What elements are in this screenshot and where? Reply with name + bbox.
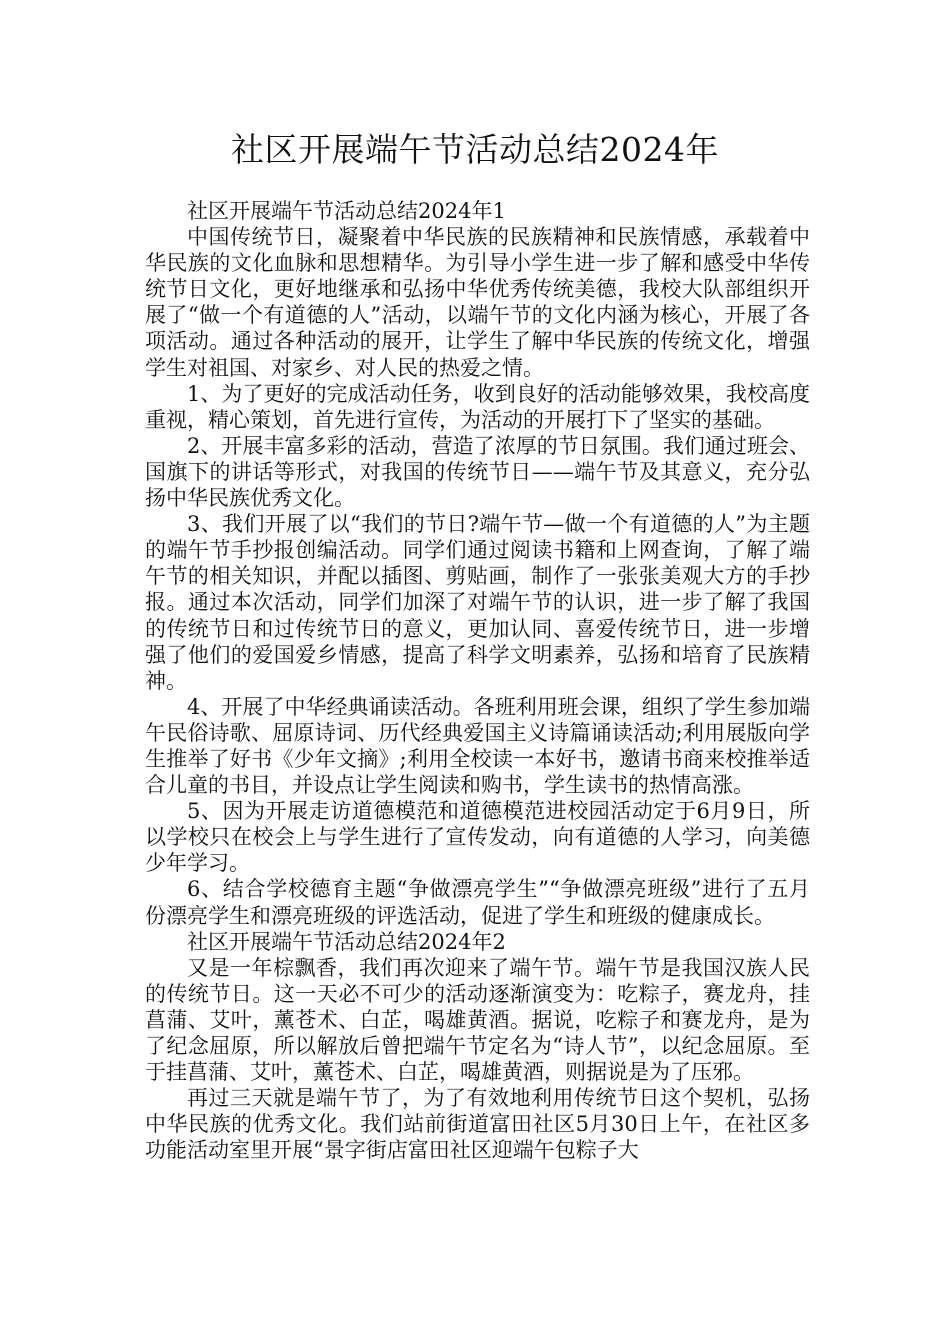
paragraph-item-4: 4、开展了中华经典诵读活动。各班利用班会课，组织了学生参加端午民俗诗歌、屈原诗词、历代经典爱国主义诗篇诵读活动;利用展版向学生推举了好书《少年文摘》;利用全校读一本好书，邀请书商来校推举适合儿童的书目，并设点让学生阅读和购书，学生读书的热情高涨。 (145, 694, 810, 798)
paragraph-festival: 又是一年棕飘香，我们再次迎来了端午节。端午节是我国汉族人民的传统节日。这一天必不可少的活动逐渐演变为：吃粽子，赛龙舟，挂菖蒲、艾叶，薰苍术、白芷，喝雄黄酒。据说，吃粽子和赛龙舟，是为了纪念屈原，所以解放后曾把端午节定名为“诗人节”，以纪念屈原。至于挂菖蒲、艾叶，薰苍术、白芷，喝雄黄酒，则据说是为了压邪。 (145, 955, 810, 1085)
paragraph-item-5: 5、因为开展走访道德模范和道德模范进校园活动定于6月9日，所以学校只在校会上与学生进行了宣传发动，向有道德的人学习，向美德少年学习。 (145, 799, 810, 876)
paragraph-item-2: 2、开展丰富多彩的活动，营造了浓厚的节日氛围。我们通过班会、国旗下的讲话等形式，对我国的传统节日——端午节及其意义，充分弘扬中华民族优秀文化。 (145, 433, 810, 511)
section-heading-1: 社区开展端午节活动总结2024年1 (187, 199, 506, 223)
section-heading-2: 社区开展端午节活动总结2024年2 (187, 929, 506, 954)
paragraph-item-3: 3、我们开展了以“我们的节日?端午节—做一个有道德的人”为主题的端午节手抄报创编活动。同学们通过阅读书籍和上网查询，了解了端午节的相关知识，并配以插图、剪贴画，制作了一张张美观大方的手抄报。通过本次活动，同学们加深了对端午节的认识，进一步了解了我国的传统节日和过传统节日的意义，更加认同、喜爱传统节日，进一步增强了他们的爱国爱乡情感，提高了科学文明素养，弘扬和培育了民族精神。 (145, 512, 810, 693)
document-title: 社区开展端午节活动总结2024年 (231, 130, 719, 169)
paragraph-community: 再过三天就是端午节了，为了有效地利用传统节日这个契机，弘扬中华民族的优秀文化。我们站前街道富田社区5月30日上午，在社区多功能活动室里开展“景字街店富田社区迎端午包粽子大 (145, 1086, 810, 1163)
paragraph-item-6: 6、结合学校德育主题“争做漂亮学生”“争做漂亮班级”进行了五月份漂亮学生和漂亮班级的评选活动，促进了学生和班级的健康成长。 (145, 877, 810, 928)
paragraph-item-1: 1、为了更好的完成活动任务，收到良好的活动能够效果，我校高度重视，精心策划，首先进行宣传，为活动的开展打下了坚实的基础。 (145, 381, 810, 432)
paragraph-intro: 中国传统节日，凝聚着中华民族的民族精神和民族情感，承载着中华民族的文化血脉和思想精华。为引导小学生进一步了解和感受中华传统节日文化，更好地继承和弘扬中华优秀传统美德，我校大队部组织开展了“做一个有道德的人”活动，以端午节的文化内涵为核心，开展了各项活动。通过各种活动的展开，让学生了解中华民族的传统文化，增强学生对祖国、对家乡、对人民的热爱之情。 (145, 225, 810, 380)
document-body (145, 198, 810, 1163)
